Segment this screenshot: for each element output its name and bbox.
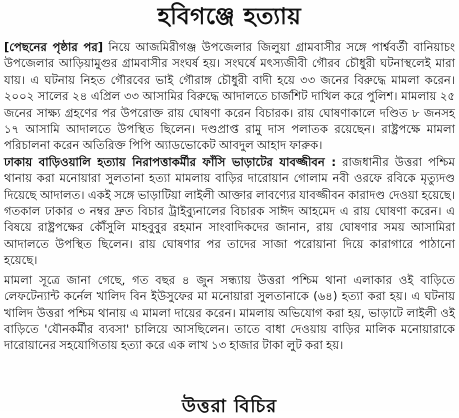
paragraph-3-text: মামলা সূত্রে জানা গেছে, গত বছর ৪ জুন সন্ধ্যায় উত্তরা পশ্চিম থানা এলাকার ওই বাড়িতে লেফটেন্যান্ট কর্নেল খালিদ বিন ইউসুফের মা মনোয়ারা সুলতানাকে (৬৪) হত্যা করা হয়। এ ঘটনায় খালিদ উত্তরা পশ্চিম থানায় এ মামলা দায়ের করেন। মামলায় অভিযোগ করা হয়, ভাড়াটে লাইলী ওই বাড়িতে 'যৌনকর্মীর ব্যবসা' চালিয়ে আসছিলেন। তাতে বাধা দেওয়ায় বাড়ির মালিক মনোয়ারাকে দারোয়ানের সহযোগিতায় হত্যা করে এক লাখ ১৩ হাজার টাকা লুট করা হয়। — [4, 272, 455, 353]
article-headline: হবিগঞ্জে হত্যায় — [157, 3, 302, 30]
article-body — [4, 39, 455, 354]
cut-off-next-headline: উত্তরা বিচির — [181, 396, 278, 417]
article-paragraph-1 — [4, 39, 455, 154]
article-paragraph-3 — [4, 272, 455, 354]
paragraph-2-text: রাজধানীর উত্তরা পশ্চিম থানায় করা মনোয়ারা সুলতানা হত্যা মামলায় বাড়ির দারোয়ান গোলাম নবী ওরফে রবিকে মৃত্যুদণ্ড দিয়েছে আদালত। একই সঙ্গে ভাড়াটিয়া লাইলী আক্তার লাবণ্যের যাবজ্জীবন কারাদণ্ড দেওয়া হয়েছে। গতকাল ঢাকার ৩ নম্বর দ্রুত বিচার ট্রাইব্যুনালের বিচারক সাঈদ আহমেদ এ রায় ঘোষণা করেন। এ বিষয়ে রাষ্ট্রপক্ষের কৌঁসুলি মাহবুবুর রহমান সাংবাদিকদের জানান, রায় ঘোষণার সময় আসামিরা আদালতে উপস্থিত ছিলেন। রায় ঘোষণার পর তাদের সাজা পরোয়ানা দিয়ে কারাগারে পাঠানো হয়েছে। — [4, 154, 455, 268]
article-paragraph-2 — [4, 154, 455, 269]
paragraph-1-text: নিয়ে আজমিরীগঞ্জ উপজেলার জিলুয়া গ্রামবাসীর সঙ্গে পার্শ্ববর্তী বানিয়াচং উপজেলার আড়িয়ামুগুর গ্রামবাসীর সংঘর্ষ হয়। সংঘর্ষে মৎস্যজীবী গৌরব চৌধুরী ঘটনাস্থলেই মারা যায়। এ ঘটনায় নিহত গৌরবের ভাই গৌরাঙ্গ চৌধুরী বাদী হয়ে ৩৩ জনের বিরুদ্ধে মামলা করেন। ২০০২ সালের ২৪ এপ্রিল ৩৩ আসামির বিরুদ্ধে আদালতে চার্জশিট দাখিল করে পুলিশ। মামলায় ২৫ জনের সাক্ষ্য গ্রহণের পর উপরোক্ত রায় ঘোষণা করেন বিচারক। রায় ঘোষণাকালে দণ্ডিত ৮ জনসহ ১৭ আসামি আদালতে উপস্থিত ছিলেন। দণ্ডপ্রাপ্ত রামু দাস পলাতক রয়েছেন। রাষ্ট্রপক্ষে মামলা পরিচালনা করেন অতিরিক্ত পিপি অ্যাডভোকেট আবদুল আহাদ ফারুক। — [4, 40, 455, 153]
sub-headline: ঢাকায় বাড়িওয়ালি হত্যায় নিরাপত্তাকর্মীর ফাঁসি ভাড়াটের যাবজ্জীবন : — [4, 154, 336, 169]
continued-from-page-marker: [পেছনের পৃষ্ঠার পর] — [4, 40, 104, 54]
